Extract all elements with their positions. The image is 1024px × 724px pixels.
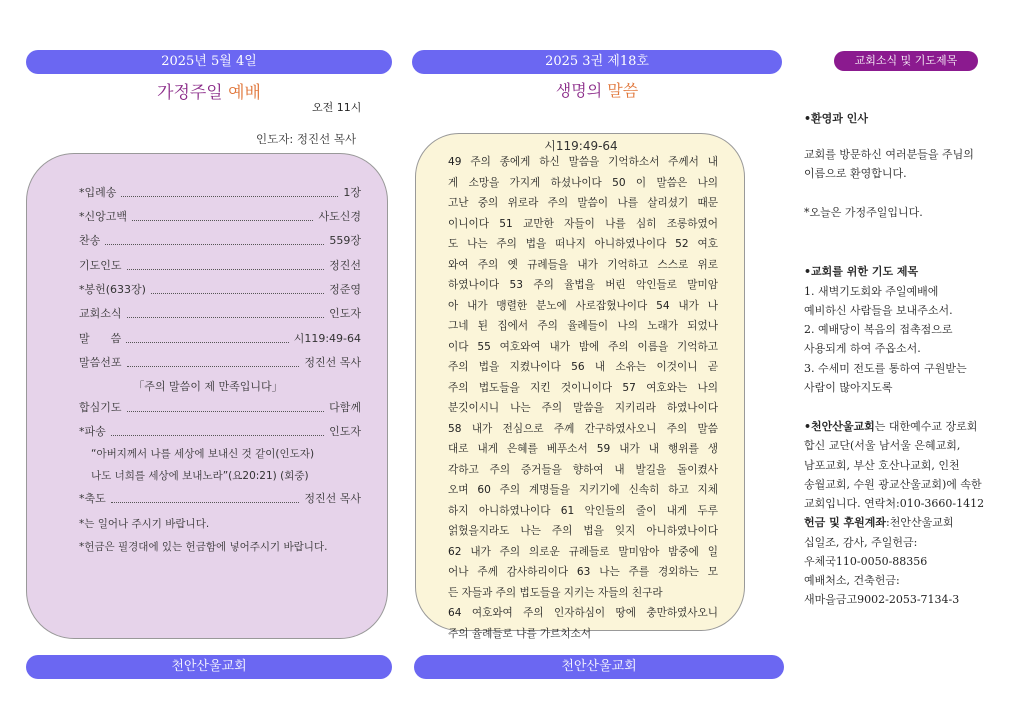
account-line: 예배처소, 건축헌금: [804, 574, 900, 587]
order-value: 인도자 [329, 307, 361, 320]
scripture-line: 아 내가 맹렬한 분노에 사로잡혔나이다 54 내가 나 [448, 299, 718, 312]
date-banner: 2025년 5월 4일 [26, 50, 392, 74]
order-row [79, 257, 361, 273]
account-line: 우체국110-0050-88356 [804, 555, 928, 568]
scripture-box [415, 133, 745, 640]
word-title-main: 생명의 [555, 81, 608, 100]
prayer-heading: •교회를 위한 기도 제목 [804, 265, 919, 278]
order-row [79, 232, 361, 248]
service-title-main: 가정주일 [157, 83, 229, 103]
church-intro-rest: 는 대한예수교 장로회 [874, 420, 978, 433]
order-value: 1장 [343, 186, 361, 199]
account-line: 새마을금고9002-2053-7134-3 [804, 593, 960, 606]
order-value: 정진선 [329, 259, 361, 272]
order-label: *파송 [79, 425, 106, 438]
order-value: 인도자 [329, 425, 361, 438]
order-value: 다함께 [329, 401, 361, 414]
word-title [412, 78, 782, 101]
prayer-item: 사람이 많아지도록 [804, 381, 893, 394]
order-label: 합심기도 [79, 401, 122, 414]
scripture-line: 58 내가 전심으로 주께 간구하였사오니 주의 말씀 [448, 422, 718, 435]
scripture-text [448, 152, 718, 644]
scripture-line: 하였나이다 53 주의 율법을 버린 악인들로 말미암 [448, 279, 718, 291]
scripture-line: 어나 주께 감사하리이다 63 나는 주를 경외하는 모 [448, 566, 718, 578]
welcome-text: 이름으로 환영합니다. [804, 167, 907, 180]
scripture-line: 62 내가 주의 의로운 규례들로 말미암아 밤중에 일 [448, 545, 718, 558]
scripture-line: 오며 60 주의 계명들을 지키기에 신속히 하고 지체 [448, 484, 718, 496]
church-intro [804, 418, 977, 434]
scripture-line: 이다 55 여호와여 내가 밤에 주의 이름을 기억하고 [448, 340, 718, 353]
prayer-item: 2. 예배당이 복음의 접촉점으로 [804, 323, 953, 336]
scripture-line: 주의 법을 지켰나이다 56 내 소유는 이것이니 곧 [448, 361, 718, 373]
order-label: 말 씀 [79, 332, 122, 345]
scripture-line: 고난 중의 위로라 주의 말씀이 나를 살리셨기 때문 [448, 197, 718, 209]
sending-verse-line: 나도 너희를 세상에 보내노라”(요20:21) (회중) [91, 470, 309, 482]
prayer-item: 예비하신 사람들을 보내주소서. [804, 304, 953, 317]
church-intro-name: •천안산울교회 [804, 420, 875, 433]
order-row [79, 208, 361, 224]
scripture-line: 든 자들과 주의 법도들을 지키는 자들의 친구라 [448, 586, 663, 599]
offering-note: *헌금은 필경대에 있는 헌금함에 넣어주시기 바랍니다. [79, 541, 328, 553]
news-prayer-pill: 교회소식 및 기도제목 [834, 51, 978, 71]
contact-line: 교회입니다. 연락처:010-3660-1412 [804, 497, 985, 510]
order-value: 사도신경 [318, 210, 361, 223]
issue-banner: 2025 3권 제18호 [412, 50, 782, 74]
scripture-line: 분깃이시니 나는 주의 말씀을 지키리라 하였나이다 [448, 402, 718, 414]
order-value: 정진선 목사 [304, 356, 361, 369]
scripture-line: 49 주의 종에게 하신 말씀을 기억하소서 주께서 내 [448, 156, 718, 168]
church-name-footer: 천안산울교회 [26, 655, 392, 679]
scripture-line: 각하고 주의 증거들을 향하여 내 발길을 돌이켰사 [448, 463, 718, 476]
scripture-line: 와여 주의 옛 규례들을 내가 기억하고 스스로 위로 [448, 258, 718, 271]
welcome-text: 교회를 방문하신 여러분들을 주님의 [804, 148, 974, 161]
order-label: *축도 [79, 492, 106, 505]
order-label: 말씀선포 [79, 356, 122, 369]
welcome-heading: •환영과 인사 [804, 112, 868, 125]
service-leader: 인도자: 정진선 목사 [256, 132, 357, 146]
scripture-line: 이니이다 51 교만한 자들이 나를 심히 조롱하였어 [448, 217, 718, 230]
prayer-item: 사용되게 하여 주옵소서. [804, 342, 921, 355]
scripture-reference: 시119:49-64 [544, 139, 618, 153]
order-value: 시119:49-64 [293, 332, 361, 345]
scripture-line: 하지 아니하였나이다 61 악인들의 줄이 내게 두루 [448, 504, 718, 517]
service-title-accent: 예배 [228, 83, 261, 103]
order-row [79, 184, 361, 200]
scripture-line: 주의 법도들을 지킨 것이니이다 57 여호와는 나의 [448, 381, 718, 394]
order-value: 정준영 [329, 283, 361, 296]
scripture-line: 64 여호와여 주의 인자하심이 땅에 충만하였사오니 [448, 607, 718, 619]
church-intro-line: 합신 교단(서울 남서울 은혜교회, [804, 439, 961, 452]
order-row [79, 399, 361, 415]
order-label: 찬송 [79, 234, 101, 247]
church-intro-line: 남포교회, 부산 호산나교회, 인천 [804, 459, 960, 472]
prayer-item: 3. 수세미 전도를 통하여 구원받는 [804, 362, 967, 375]
account-heading-rest: :천안산울교회 [886, 516, 954, 529]
account-heading [804, 514, 954, 530]
order-label: 교회소식 [79, 307, 122, 320]
church-intro-line: 송월교회, 수원 광교산울교회)에 속한 [804, 478, 982, 491]
order-row [79, 305, 361, 321]
sending-verse-line: “아버지께서 나를 세상에 보내신 것 같이(인도자) [91, 448, 315, 460]
scripture-line: 그네 된 집에서 주의 율례들이 나의 노래가 되었나 [448, 320, 718, 332]
sermon-title: 「주의 말씀이 제 만족입니다」 [133, 380, 283, 393]
order-row [79, 281, 361, 297]
order-label: *신앙고백 [79, 210, 128, 223]
church-name-footer: 천안산울교회 [414, 655, 784, 679]
order-label: *봉헌(633장) [79, 283, 146, 296]
order-label: 기도인도 [79, 259, 122, 272]
benediction-row [79, 490, 361, 506]
today-notice: *오늘은 가정주일입니다. [804, 206, 923, 219]
order-row [79, 330, 361, 346]
scripture-line: 대로 내게 은혜를 베푸소서 59 내가 내 행위를 생 [448, 443, 718, 455]
service-time: 오전 11시 [312, 101, 362, 114]
scripture-line: 주의 율례들로 나를 가르치소서 [448, 627, 592, 640]
standing-note: *는 일어나 주시기 바랍니다. [79, 518, 210, 530]
scripture-line: 게 소망을 가지게 하셨나이다 50 이 말씀은 나의 [448, 176, 718, 189]
scripture-line: 도 나는 주의 법을 떠나지 아니하였나이다 52 여호 [448, 238, 718, 250]
account-heading-bold: 헌금 및 후원계좌 [804, 516, 887, 529]
order-value: 정진선 목사 [304, 492, 361, 505]
prayer-item: 1. 새벽기도회와 주일예배에 [804, 285, 939, 298]
order-label: *입례송 [79, 186, 117, 199]
word-title-accent: 말씀 [607, 81, 639, 100]
order-row [79, 354, 361, 370]
order-of-worship-box [26, 153, 388, 639]
order-row [79, 423, 361, 439]
account-line: 십일조, 감사, 주일헌금: [804, 536, 918, 549]
scripture-line: 얽혔을지라도 나는 주의 법을 잊지 아니하였나이다 [448, 525, 718, 537]
order-value: 559장 [329, 234, 361, 247]
